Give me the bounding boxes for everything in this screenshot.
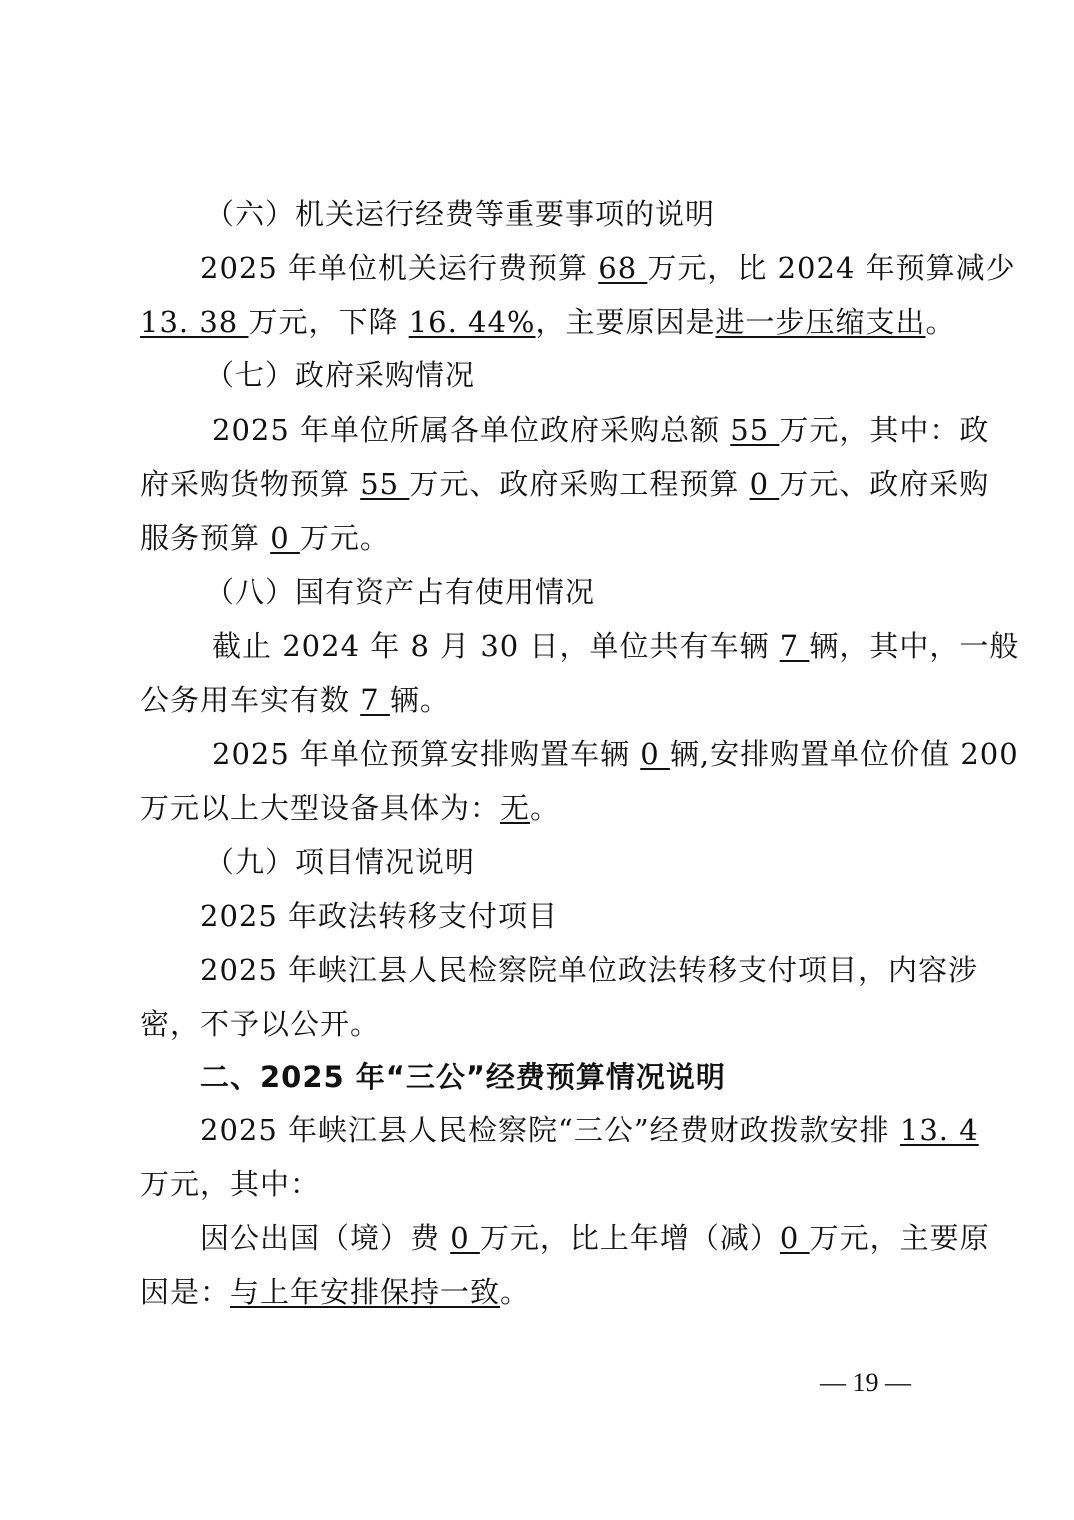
text: ，主要原因是 bbox=[535, 305, 716, 339]
underlined-value: 7 bbox=[779, 629, 810, 663]
page-number: — 19 — bbox=[820, 1368, 911, 1397]
underlined-value: 13. 4 bbox=[899, 1113, 979, 1147]
text: 服务预算 bbox=[140, 521, 271, 555]
underlined-value: 55 bbox=[730, 413, 780, 447]
underlined-value: 0 bbox=[749, 467, 780, 501]
section-7-line-3 bbox=[140, 518, 390, 558]
section-8-heading: （八）国有资产占有使用情况 bbox=[205, 575, 596, 609]
section-9-line-3: 密，不予以公开。 bbox=[140, 1007, 381, 1041]
text: 。 bbox=[530, 791, 561, 825]
text: 。 bbox=[925, 305, 956, 339]
underlined-value: 7 bbox=[360, 683, 390, 717]
text: 辆。 bbox=[389, 683, 450, 717]
text: 万元。 bbox=[299, 521, 390, 555]
section-6-line-2 bbox=[140, 302, 956, 342]
underlined-value: 68 bbox=[598, 251, 648, 285]
part-2-line-1 bbox=[200, 1110, 979, 1150]
section-9-heading: （九）项目情况说明 bbox=[205, 845, 476, 879]
text: 公务用车实有数 bbox=[140, 683, 361, 717]
underlined-value: 无 bbox=[500, 791, 531, 825]
section-8-line-1 bbox=[212, 626, 1019, 666]
text: 万元，下降 bbox=[248, 305, 409, 339]
text: 辆，其中，一般 bbox=[809, 629, 1020, 663]
text: 万元，主要原 bbox=[809, 1221, 990, 1255]
underlined-value: 与上年安排保持一致 bbox=[230, 1275, 501, 1309]
text: 万元，其中：政 bbox=[779, 413, 990, 447]
part-2-line-3 bbox=[200, 1218, 990, 1258]
underlined-value: 0 bbox=[270, 521, 300, 555]
underlined-value: 13. 38 bbox=[140, 305, 249, 339]
text: 万元，比上年增（减） bbox=[479, 1221, 780, 1255]
underlined-value: 0 bbox=[779, 1221, 810, 1255]
part-2-line-2: 万元，其中： bbox=[140, 1167, 321, 1201]
section-7-heading: （七）政府采购情况 bbox=[205, 358, 476, 392]
section-8-line-3 bbox=[212, 734, 1019, 774]
section-8-line-2 bbox=[140, 680, 450, 720]
text: 2025 年单位所属各单位政府采购总额 bbox=[212, 413, 731, 447]
text: 因是： bbox=[140, 1275, 231, 1309]
text: 2025 年单位预算安排购置车辆 bbox=[212, 737, 641, 771]
section-9-line-2: 2025 年峡江县人民检察院单位政法转移支付项目，内容涉 bbox=[200, 953, 979, 987]
section-7-line-2 bbox=[140, 464, 989, 504]
text: 万元、政府采购 bbox=[779, 467, 990, 501]
text: 万元、政府采购工程预算 bbox=[409, 467, 750, 501]
part-2-line-4 bbox=[140, 1272, 530, 1312]
underlined-value: 0 bbox=[640, 737, 670, 771]
section-7-line-1 bbox=[212, 410, 989, 450]
underlined-value: 16. 44% bbox=[408, 305, 536, 339]
text: 万元，比 2024 年预算减少 bbox=[647, 251, 1016, 285]
section-6-heading: （六）机关运行经费等重要事项的说明 bbox=[205, 197, 716, 231]
text: 截止 2024 年 8 月 30 日，单位共有车辆 bbox=[212, 629, 780, 663]
text: 因公出国（境）费 bbox=[200, 1221, 451, 1255]
underlined-value: 0 bbox=[450, 1221, 480, 1255]
section-9-line-1: 2025 年政法转移支付项目 bbox=[200, 899, 559, 933]
text: 辆,安排购置单位价值 200 bbox=[669, 737, 1019, 771]
section-6-line-1 bbox=[200, 248, 1016, 288]
underlined-value: 进一步压缩支出 bbox=[715, 305, 926, 339]
text: 。 bbox=[500, 1275, 531, 1309]
text: 万元以上大型设备具体为： bbox=[140, 791, 501, 825]
part-2-heading: 二、2025 年“三公”经费预算情况说明 bbox=[200, 1060, 726, 1094]
text: 2025 年单位机关运行费预算 bbox=[200, 251, 599, 285]
section-8-line-4 bbox=[140, 788, 560, 828]
text: 府采购货物预算 bbox=[140, 467, 361, 501]
underlined-value: 55 bbox=[360, 467, 410, 501]
text: 2025 年峡江县人民检察院“三公”经费财政拨款安排 bbox=[200, 1113, 900, 1147]
